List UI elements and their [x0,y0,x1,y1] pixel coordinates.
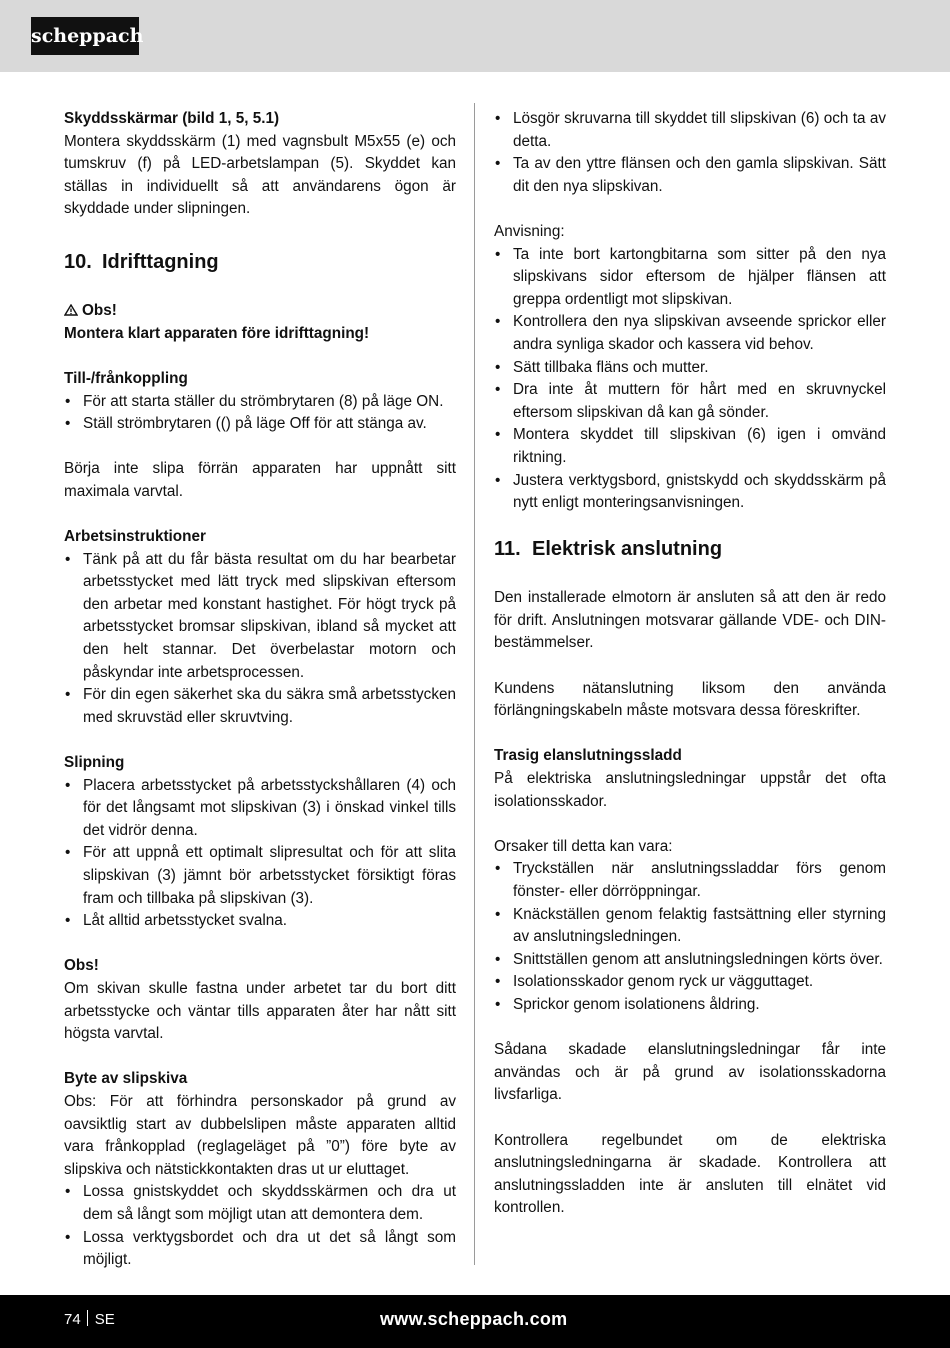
paragraph-sadana: Sådana skadade elanslutningsledningar får inte användas och är på grund av isolationsskadorna livsfarliga. [494,1041,886,1104]
obs-text: Montera klart apparaten före idrifttagning! [64,324,370,342]
list-item: • Placera arbetsstycket på arbetsstyckshållaren (4) och för det långsamt mot slipskivan (3) i önskad vinkel tills det vidrör denna. [65,776,456,839]
list-item: • Snittställen genom att anslutningsledningen körts över. [495,950,883,968]
list-item: • Tänk på att du får bästa resultat om du har bearbetar arbetsstycket med lätt tryck med slipskivan eftersom den arbetar med konstant hastighet. För högt tryck på arbetsstycket bromsar slipskivan, ibland så mycket att den helt stannar. Det överbelastar motorn och påskyndar inte arbetsprocessen. [65,550,456,681]
list-item: • Ta inte bort kartongbitarna som sitter på den nya slipskivans sidor eftersom de hjälper flänsen att greppa ordentligt mot slipskivan. [495,245,886,308]
paragraph-byte: Obs: För att förhindra personskador på grund av oavsiktlig start av dubbelslipen måste apparaten alltid vara frånkopplad (reglageläget på ”0”) före byte av slipskiva och nätstickkontakten dras ut ur eluttaget. [64,1092,456,1178]
till-frankoppling-list [64,391,456,436]
paragraph-skyddsskarmar: Montera skyddsskärm (1) med vagnsbult M5x55 (e) och tumskruv (f) på LED-arbetslampan (5). Skyddet kan ställas in individuellt så att användarens ögon är skyddade under slipningen. [64,132,456,218]
list-item: • Ställ strömbrytaren (() på läge Off för att stänga av. [65,415,427,433]
list-item: • Justera verktygsbord, gnistskydd och skyddsskärm på nytt enligt monteringsanvisningen. [495,471,886,512]
website-url: www.scheppach.com [380,1309,568,1329]
list-item: • Sprickor genom isolationens åldring. [495,995,760,1013]
list-item: • Sätt tillbaka fläns och mutter. [495,358,709,376]
heading-10 [64,248,456,276]
list-item: • Lossa gnistskyddet och skyddsskärmen och dra ut dem så långt som möjligt utan att demontera dem. [65,1183,456,1223]
heading-10-number: 10. [64,250,92,273]
page-number-block [64,1310,115,1330]
orsaker-label: Orsaker till detta kan vara: [494,837,673,855]
scheppach-logo [31,17,144,55]
paragraph-trasig-sladd: På elektriska anslutningsledningar uppstår det ofta isolationsskador. [494,770,886,810]
section-title-trasig-sladd: Trasig elanslutningssladd [494,747,682,765]
list-item: • Montera skyddet till slipskivan (6) igen i omvänd riktning. [495,426,886,466]
list-item: • Knäckställen genom felaktig fastsättning eller styrning av anslutningsledningen. [495,905,886,946]
list-item: • Låt alltid arbetsstycket svalna. [65,912,288,930]
byte-list [64,1181,456,1271]
logo-text: scheppach [31,25,144,47]
list-item: • Isolationsskador genom ryck ur vägguttaget. [495,973,814,991]
heading-11-number: 11. [494,537,521,560]
obs-label: Obs! [82,302,117,320]
page-number: 74 [64,1311,81,1328]
footer-separator [87,1310,88,1326]
list-item: • Ta av den yttre flänsen och den gamla slipskivan. Sätt dit den nya slipskivan. [495,155,886,195]
list-item: • För att uppnå ett optimalt slipresultat och för att slita slipskivan (3) jämnt bör arbetsstycket försiktigt föras fram och tillbaka på slipskivan (3). [65,844,456,907]
list-item: • För att starta ställer du strömbrytaren (8) på läge ON. [65,392,444,410]
page-header [0,0,950,72]
obs-warning [64,300,456,323]
list-item: • För din egen säkerhet ska du säkra små arbetsstycken med skruvstäd eller skruvtving. [65,686,456,726]
section-title-obs: Obs! [64,957,99,975]
page-footer [0,1295,950,1348]
paragraph-obs: Om skivan skulle fastna under arbetet tar du bort ditt arbetsstycke och väntar tills apparaten åter har nått sitt högsta varvtal. [64,979,456,1043]
heading-11 [494,535,886,563]
warning-triangle-icon [64,304,78,316]
list-item: • Dra inte åt muttern för hårt med en skruvnyckel eftersom slipskivan då kan gå sönder. [495,381,886,421]
section-title-byte-av-slipskiva: Byte av slipskiva [64,1070,188,1088]
column-divider [474,103,475,1265]
arbetsinstruktioner-list [64,549,456,730]
paragraph-natanslutning: Kundens nätanslutning liksom den använda förlängningskabeln måste motsvara dessa föreskrifter. [494,679,886,720]
slipning-list [64,775,456,933]
right-column [494,108,886,1220]
paragraph-kontrollera: Kontrollera regelbundet om de elektriska anslutningsledningarna är skadade. Kontrollera att anslutningssladden inte är ansluten till elnätet vid kontrollen. [494,1131,886,1217]
list-item: • Lösgör skruvarna till skyddet till slipskivan (6) och ta av detta. [495,110,886,150]
list-item: • Lossa verktygsbordet och dra ut det så långt som möjligt. [65,1228,456,1269]
orsaker-list [494,858,886,1016]
paragraph-elmotor: Den installerade elmotorn är ansluten så att den är redo för drift. Anslutningen motsvarar gällande VDE- och DIN-bestämmelser. [494,589,886,652]
section-title-skyddsskarmar: Skyddsskärmar (bild 1, 5, 5.1) [64,110,280,127]
list-item: • Kontrollera den nya slipskivan avseende sprickor eller andra synliga skador och kassera vid behov. [495,313,886,353]
section-title-till-frankoppling: Till-/frånkoppling [64,369,188,387]
left-column [64,108,456,1272]
heading-10-title: Idrifttagning [102,250,219,273]
anvisning-list [494,244,886,515]
byte-continued-list [494,108,886,198]
section-title-slipning: Slipning [64,754,125,772]
paragraph-borja: Börja inte slipa förrän apparaten har uppnått sitt maximala varvtal. [64,460,456,500]
anvisning-label: Anvisning: [494,222,565,240]
section-title-arbetsinstruktioner: Arbetsinstruktioner [64,528,206,546]
heading-11-title: Elektrisk anslutning [532,537,723,560]
language-code: SE [94,1311,115,1328]
list-item: • Tryckställen när anslutningssladdar förs genom fönster- eller dörröppningar. [495,860,886,900]
